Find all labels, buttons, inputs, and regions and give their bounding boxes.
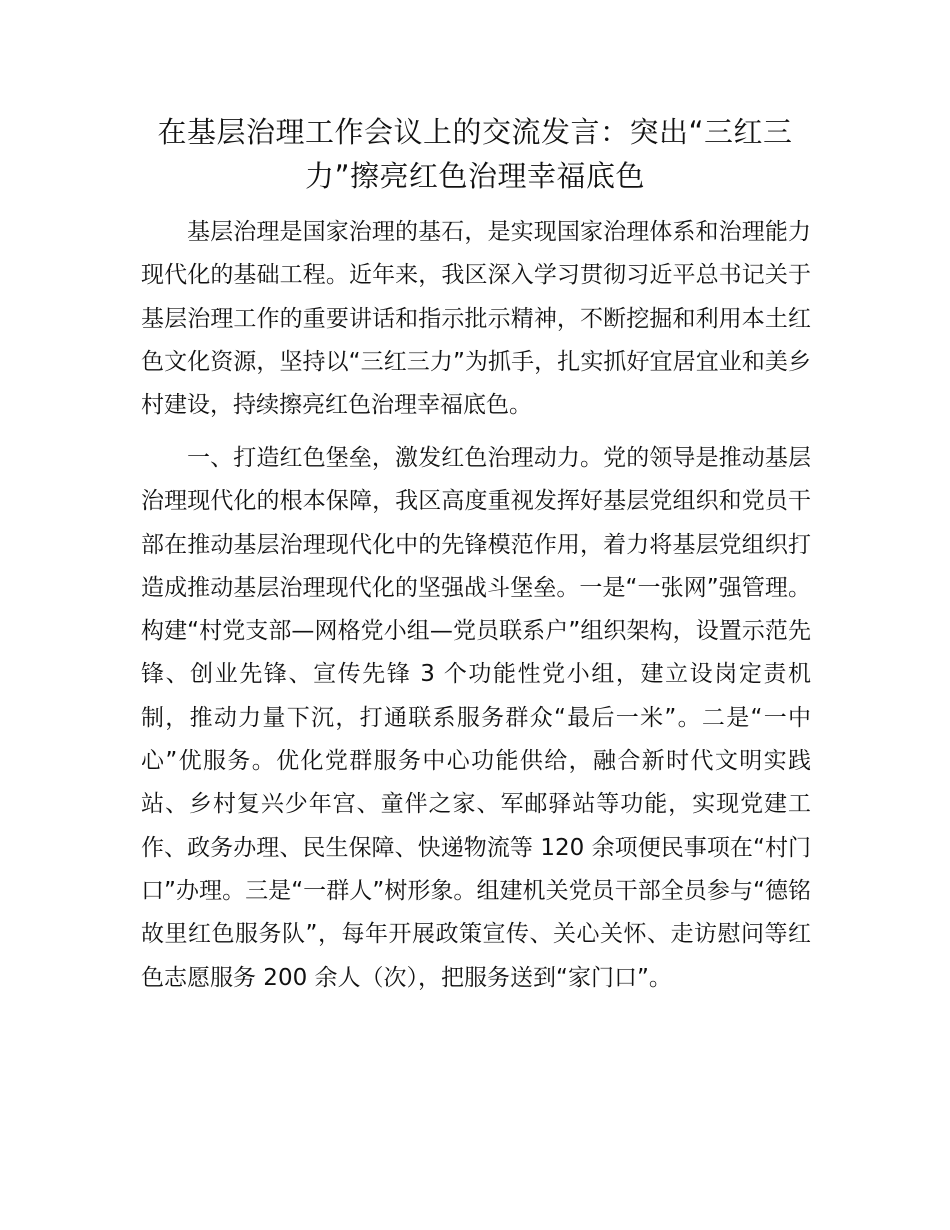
document-title: 在基层治理工作会议上的交流发言：突出“三红三力”擦亮红色治理幸福底色 — [157, 115, 793, 193]
paragraph-section-one: 一、打造红色堡垒，激发红色治理动力。党的领导是推动基层治理现代化的根本保障，我区高度重视发挥好基层党组织和党员干部在推动基层治理现代化中的先锋模范作用，着力将基层党组织打造成推动基层治理现代化的坚强战斗堡垒。一是“一张网”强管理。构建“村党支部—网格党小组—党员联系户”组织架构，设置示范先锋、创业先锋、宣传先锋 3 个功能性党小组，建立设岗定责机制，推动力量下沉，打通联系服务群众“最后一米”。二是“一中心”优服务。优化党群服务中心功能供给，融合新时代文明实践站、乡村复兴少年宫、童伴之家、军邮驿站等功能，实现党建工作、政务办理、民生保障、快递物流等 120 余项便民事项在“村门口”办理。三是“一群人”树形象。组建机关党员干部全员参与“德铭故里红色服务队”，每年开展政策宣传、关心关怀、走访慰问等红色志愿服务 200 余人（次），把服务送到“家门口”。 — [141, 445, 811, 991]
paragraph-intro: 基层治理是国家治理的基石，是实现国家治理体系和治理能力现代化的基础工程。近年来，我区深入学习贯彻习近平总书记关于基层治理工作的重要讲话和指示批示精神，不断挖掘和利用本土红色文化资源，坚持以“三红三力”为抓手，扎实抓好宜居宜业和美乡村建设，持续擦亮红色治理幸福底色。 — [141, 219, 811, 419]
